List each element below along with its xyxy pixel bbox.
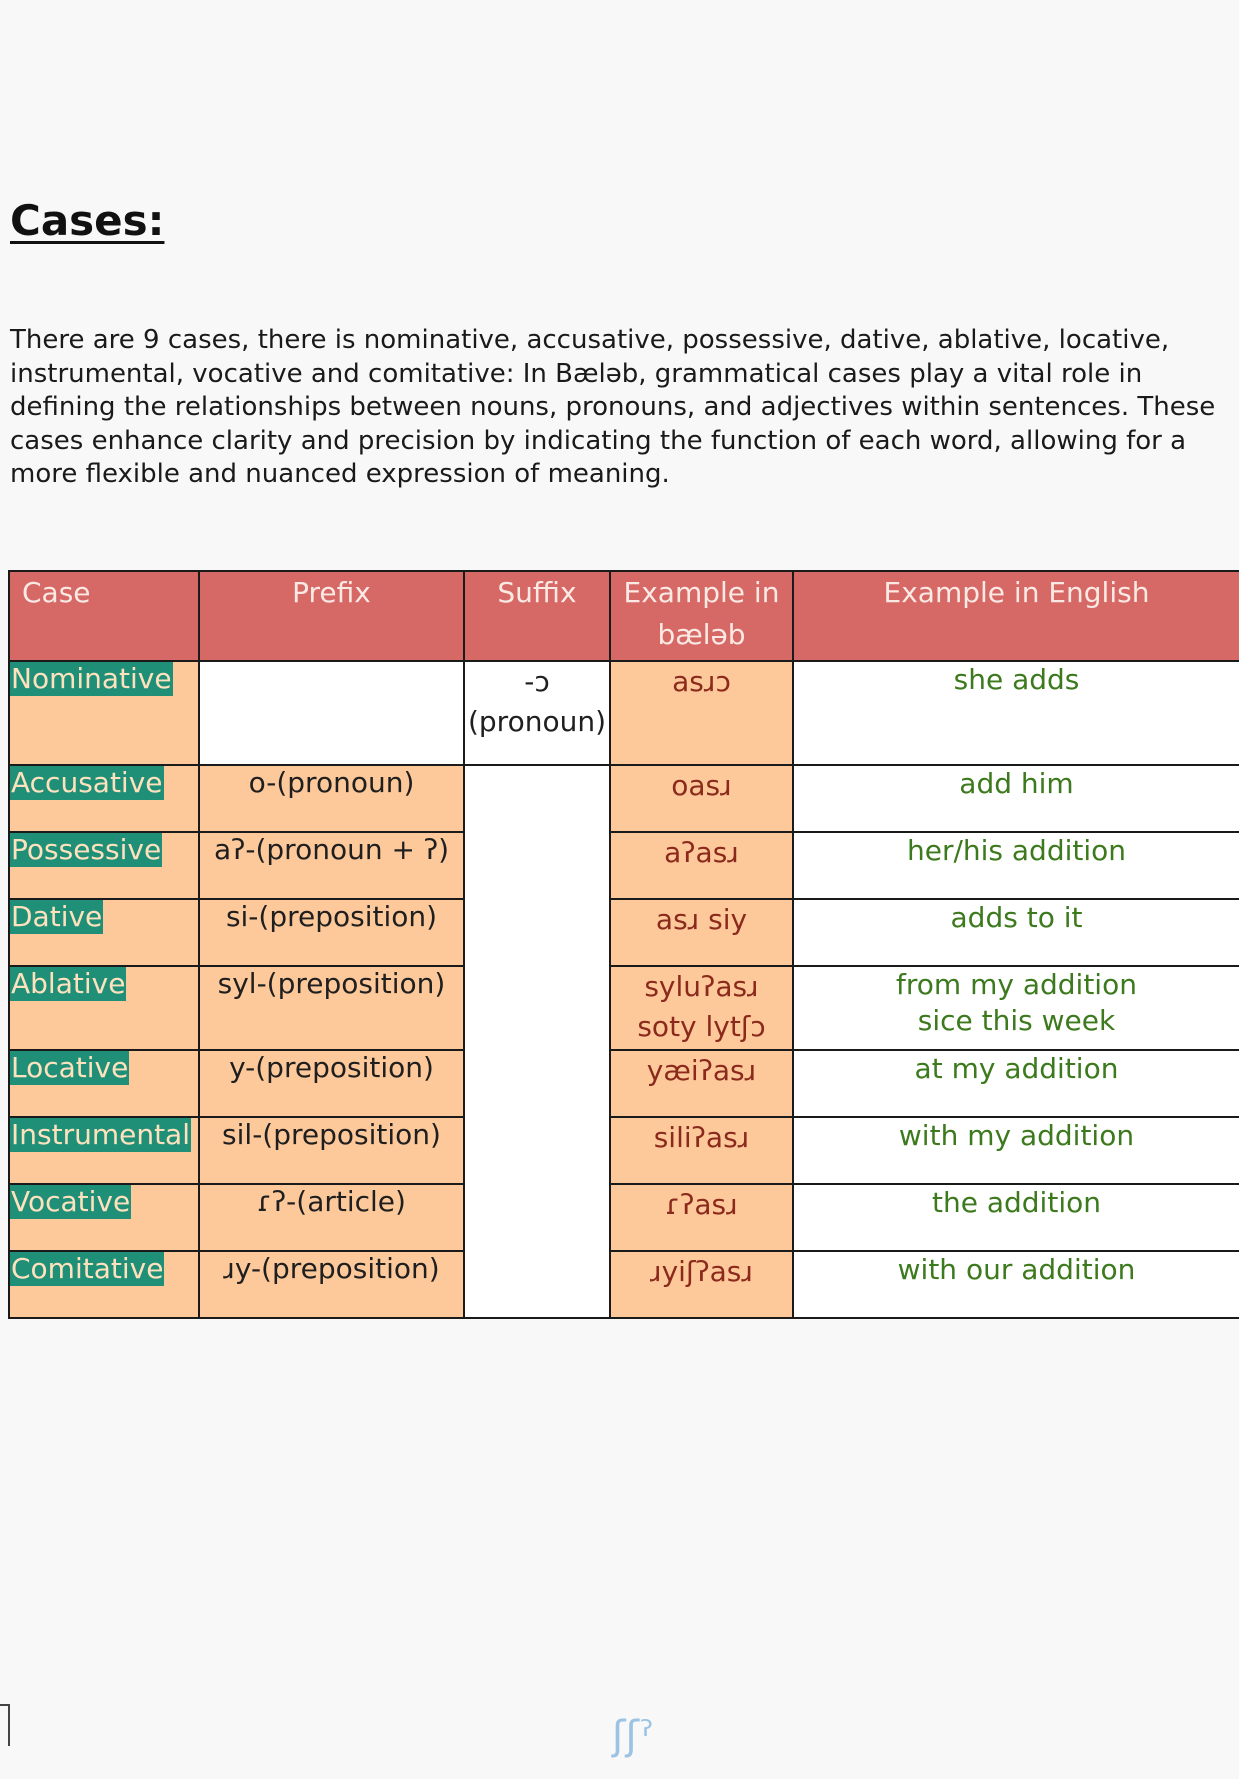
case-cell <box>9 966 199 1050</box>
example-english-cell: add him <box>793 765 1239 832</box>
prefix-cell <box>199 661 464 765</box>
example-baelob-cell: siliʔasɹ <box>610 1117 793 1184</box>
case-cell <box>9 1184 199 1251</box>
example-english-cell: the addition <box>793 1184 1239 1251</box>
example-english-cell: with our addition <box>793 1251 1239 1318</box>
suffix-empty-cell <box>464 765 610 1318</box>
example-english-cell: at my addition <box>793 1050 1239 1117</box>
table-row <box>9 966 1239 1050</box>
page-title: Cases: <box>10 196 165 245</box>
header-example-baelob: Example in bæləb <box>610 571 793 661</box>
example-baelob-cell: asɹɔ <box>610 661 793 765</box>
case-cell <box>9 832 199 899</box>
table-row <box>9 1251 1239 1318</box>
example-baelob-cell: aʔasɹ <box>610 832 793 899</box>
table-row <box>9 1184 1239 1251</box>
case-label: Locative <box>11 1051 129 1084</box>
example-baelob-cell: asɹ siy <box>610 899 793 966</box>
example-english-cell: with my addition <box>793 1117 1239 1184</box>
prefix-cell: si-(preposition) <box>199 899 464 966</box>
prefix-cell: ɹy-(preposition) <box>199 1251 464 1318</box>
table-row <box>9 661 1239 765</box>
case-cell <box>9 1117 199 1184</box>
table-row <box>9 832 1239 899</box>
case-cell <box>9 765 199 832</box>
prefix-cell: sil-(preposition) <box>199 1117 464 1184</box>
case-cell <box>9 899 199 966</box>
table-row <box>9 765 1239 832</box>
header-example-english: Example in English <box>793 571 1239 661</box>
example-baelob-cell: yæiʔasɹ <box>610 1050 793 1117</box>
case-cell <box>9 1050 199 1117</box>
example-english-cell: her/his addition <box>793 832 1239 899</box>
prefix-cell: syl-(preposition) <box>199 966 464 1050</box>
footer-glyph: ʃʃˀ <box>612 1713 654 1759</box>
case-label: Comitative <box>11 1252 164 1285</box>
example-english-cell: she adds <box>793 661 1239 765</box>
case-label: Ablative <box>11 967 126 1000</box>
case-label: Nominative <box>11 662 172 695</box>
header-case: Case <box>9 571 199 661</box>
prefix-cell: aʔ-(pronoun + ʔ) <box>199 832 464 899</box>
table-header-row <box>9 571 1239 661</box>
example-baelob-cell: oasɹ <box>610 765 793 832</box>
prefix-cell: ɾʔ-(article) <box>199 1184 464 1251</box>
table-row <box>9 1117 1239 1184</box>
case-label: Accusative <box>11 766 163 799</box>
cases-table <box>8 570 1239 1319</box>
case-label: Possessive <box>11 833 162 866</box>
header-prefix: Prefix <box>199 571 464 661</box>
example-baelob-cell: syluʔasɹ soty lytʃɔ <box>610 966 793 1050</box>
table-row <box>9 1050 1239 1117</box>
suffix-cell: -ɔ (pronoun) <box>464 661 610 765</box>
prefix-cell: o-(pronoun) <box>199 765 464 832</box>
page-edge-mark <box>0 1704 10 1746</box>
intro-paragraph: There are 9 cases, there is nominative, accusative, possessive, dative, ablative, locative, instrumental, vocative and comitative: In Bæləb, grammatical cases play a vital role in defining the relationships between nouns, pronouns, and adjectives within sentences. These cases enhance clarity and precision by indicating the function of each word, allowing for a more flexible and nuanced expression of meaning. <box>10 325 1216 489</box>
case-label: Dative <box>11 900 103 933</box>
table-row <box>9 899 1239 966</box>
example-baelob-cell: ɹyiʃʔasɹ <box>610 1251 793 1318</box>
example-baelob-cell: ɾʔasɹ <box>610 1184 793 1251</box>
prefix-cell: y-(preposition) <box>199 1050 464 1117</box>
example-english-cell: from my addition sice this week <box>793 966 1239 1050</box>
header-suffix: Suffix <box>464 571 610 661</box>
example-english-cell: adds to it <box>793 899 1239 966</box>
case-cell <box>9 1251 199 1318</box>
case-label: Instrumental <box>11 1118 190 1151</box>
case-cell <box>9 661 199 765</box>
case-label: Vocative <box>11 1185 131 1218</box>
